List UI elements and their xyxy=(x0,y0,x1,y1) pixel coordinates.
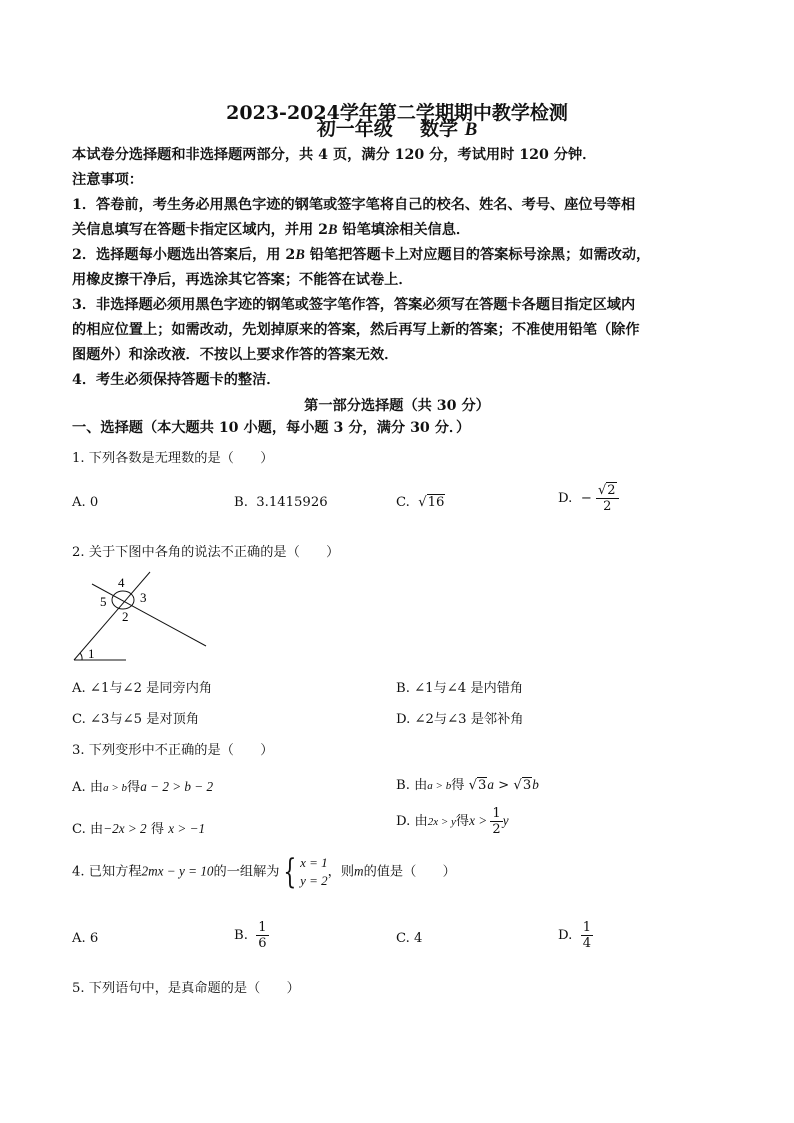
notice-2a: 2．选择题每小题选出答案后，用 2B 铅笔把答题卡上对应题目的答案标号涂黑；如需改动， xyxy=(72,247,651,263)
q3-option-a: A. 由a > b得a − 2 > b − 2 xyxy=(72,779,214,795)
q1-option-c: C. √16 xyxy=(396,495,445,510)
intro-line: 本试卷分选择题和非选择题两部分，共 4 页，满分 120 分，考试用时 120 分钟． xyxy=(72,147,597,163)
notice-1b: 关信息填写在答题卡指定区域内，并用 2B 铅笔填涂相关信息． xyxy=(72,222,471,238)
q5-stem: 5. 下列语句中，是真命题的是（ ） xyxy=(72,981,300,996)
q3-option-b: B. 由a > b得 √3a > √3b xyxy=(396,777,539,793)
exam-title: 2023-2024学年第二学期期中教学检测 xyxy=(226,102,568,124)
angle-1-arc xyxy=(80,653,82,660)
angle-arc-circle xyxy=(112,591,134,609)
q3-option-d: D. 由2x > y得x > $\frac{1}{2}$ y xyxy=(396,806,509,837)
angle-label-5: 5 xyxy=(100,594,107,609)
angle-label-3: 3 xyxy=(140,590,147,605)
transversal-line-a xyxy=(74,572,150,660)
subtitle-version: B xyxy=(464,119,478,140)
angle-label-1: 1 xyxy=(88,646,95,661)
q1-option-b: B. 3.1415926 xyxy=(234,495,328,510)
q1-option-a: A. 0 xyxy=(72,495,99,510)
angle-label-4: 4 xyxy=(118,575,125,590)
q4-stem: 4. 已知方程2mx − y = 10的一组解为 { x = 1 y = 2 ，则m的值是（ ） xyxy=(72,852,456,892)
section-heading: 一、选择题（本大题共 10 小题，每小题 3 分，满分 30 分．） xyxy=(72,420,471,436)
q2-option-c: C. ∠3与∠5 是对顶角 xyxy=(72,712,200,727)
q4-option-b: B. $\frac{1}{6}$ xyxy=(234,920,267,951)
q4-option-c: C. 4 xyxy=(396,931,423,946)
notice-2b: 用橡皮擦干净后，再选涂其它答案；不能答在试卷上． xyxy=(72,272,413,288)
q4-option-d: D. $\frac{1}{4}$ xyxy=(558,920,591,951)
q2-option-d: D. ∠2与∠3 是邻补角 xyxy=(396,712,524,727)
q2-option-b: B. ∠1与∠4 是内错角 xyxy=(396,681,524,696)
q1-option-d: D. − $\frac{√2}{2}$ xyxy=(558,483,619,514)
transversal-line-b xyxy=(92,584,206,646)
q2-stem: 2. 关于下图中各角的说法不正确的是（ ） xyxy=(72,545,340,560)
notice-3a: 3．非选择题必须用黑色字迹的钢笔或签字笔作答，答案必须写在答题卡各题目指定区域内 xyxy=(72,297,636,313)
q3-option-c: C. 由−2x > 2 得 x > −1 xyxy=(72,821,206,837)
q1-stem: 1. 下列各数是无理数的是（ ） xyxy=(72,451,274,466)
section-title: 第一部分选择题（共 30 分） xyxy=(304,398,490,414)
q4-system: { x = 1 y = 2 xyxy=(283,852,328,892)
notice-3b: 的相应位置上；如需改动，先划掉原来的答案，然后再写上新的答案；不准使用铅笔（除作 xyxy=(72,322,640,338)
notice-heading: 注意事项： xyxy=(72,172,143,188)
subtitle-subject: 数学 xyxy=(419,118,458,140)
notice-4: 4．考生必须保持答题卡的整洁． xyxy=(72,372,281,388)
q3-stem: 3. 下列变形中不正确的是（ ） xyxy=(72,743,274,758)
q4-option-a: A. 6 xyxy=(72,931,99,946)
q2-option-a: A. ∠1与∠2 是同旁内角 xyxy=(72,681,213,696)
subtitle-grade: 初一年级 xyxy=(316,118,393,140)
angle-label-2: 2 xyxy=(122,609,129,624)
exam-subtitle xyxy=(0,114,794,141)
angle-figure xyxy=(68,568,213,666)
notice-3c: 图题外）和涂改液．不按以上要求作答的答案无效． xyxy=(72,347,399,363)
notice-1a: 1．答卷前，考生务必用黑色字迹的钢笔或签字笔将自己的校名、姓名、考号、座位号等相 xyxy=(72,197,636,213)
